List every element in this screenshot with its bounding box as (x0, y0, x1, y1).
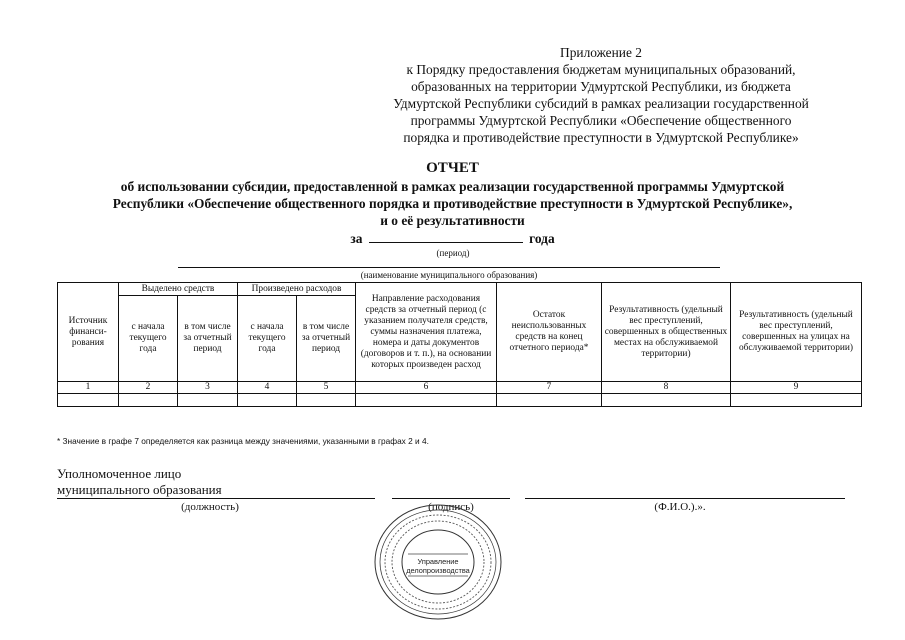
municipality-hint: (наименование муниципального образования) (360, 270, 538, 280)
position-hint: (должность) (181, 501, 239, 513)
report-subtitle-line: Республики «Обеспечение общественного порядка и противодействие преступности в Удмуртской Республике», (112, 196, 793, 211)
header-spent-from-start: с начала текущего года (238, 296, 297, 382)
empty-cell[interactable] (119, 394, 178, 407)
seal-center-text-2: делопроизводства (406, 566, 470, 575)
report-subtitle (40, 178, 865, 229)
header-spent-in-period: в том числе за отчетный период (297, 296, 356, 382)
header-result-public-places: Результативность (удельный вес преступлений, совершенных в общественных местах на обслуживаемой территории) (602, 283, 731, 382)
name-hint: (Ф.И.О.).». (654, 501, 706, 513)
period-blank-field[interactable] (369, 230, 523, 243)
header-direction: Направление расходования средств за отчетный период (с указанием получателя средств, суммы назначения платежа, номера и даты документов (договоров и т. п.), на основании которых произведен расход (356, 283, 497, 382)
empty-cell[interactable] (356, 394, 497, 407)
authorized-person-label: Уполномоченное лицо (57, 466, 182, 481)
appendix-line: Приложение 2 (560, 45, 642, 60)
appendix-header (340, 44, 862, 146)
header-source: Источник финанси-рования (58, 283, 119, 382)
report-subtitle-line: об использовании субсидии, предоставленной в рамках реализации государственной программы Удмуртской (120, 179, 785, 194)
period-prefix: за (350, 231, 363, 246)
header-allocated-from-start: с начала текущего года (119, 296, 178, 382)
column-number: 4 (238, 382, 297, 394)
report-title: ОТЧЕТ (426, 160, 479, 176)
column-number-row (58, 382, 862, 394)
header-group-allocated: Выделено средств (119, 283, 238, 296)
signature-blank-field[interactable] (392, 498, 510, 499)
appendix-line: программы Удмуртской Республики «Обеспечение общественного (410, 113, 792, 128)
appendix-line: образованных на территории Удмуртской Республики, из бюджета (411, 79, 791, 94)
period-row (0, 230, 905, 247)
column-number: 6 (356, 382, 497, 394)
empty-cell[interactable] (497, 394, 602, 407)
header-group-spent: Произведено расходов (238, 283, 356, 296)
municipality-blank-field[interactable] (178, 267, 720, 268)
authorized-person-label-2: муниципального образования (57, 482, 222, 497)
column-number: 1 (58, 382, 119, 394)
position-blank-field[interactable] (57, 498, 375, 499)
column-number: 9 (731, 382, 862, 394)
name-blank-field[interactable] (525, 498, 845, 499)
empty-cell[interactable] (178, 394, 238, 407)
footnote: * Значение в графе 7 определяется как разница между значениями, указанными в графах 2 и 4. (57, 436, 429, 446)
official-seal-stamp (372, 500, 504, 620)
period-hint: (период) (436, 248, 470, 258)
header-allocated-in-period: в том числе за отчетный период (178, 296, 238, 382)
header-result-streets: Результативность (удельный вес преступлений, совершенных на улицах на обслуживаемой территории) (731, 283, 862, 382)
report-table (57, 282, 862, 407)
column-number: 3 (178, 382, 238, 394)
empty-cell[interactable] (602, 394, 731, 407)
column-number: 7 (497, 382, 602, 394)
appendix-line: к Порядку предоставления бюджетам муниципальных образований, (406, 62, 796, 77)
empty-cell[interactable] (731, 394, 862, 407)
period-suffix: года (529, 231, 555, 246)
appendix-line: Удмуртской Республики субсидий в рамках реализации государственной (393, 96, 809, 111)
signature-hint: (подпись) (428, 501, 474, 513)
header-remainder: Остаток неиспользованных средств на конец отчетного периода* (497, 283, 602, 382)
report-subtitle-line: и о её результативности (380, 213, 525, 228)
empty-cell[interactable] (238, 394, 297, 407)
column-number: 2 (119, 382, 178, 394)
column-number: 5 (297, 382, 356, 394)
empty-cell[interactable] (58, 394, 119, 407)
appendix-line: порядка и противодействие преступности в Удмуртской Республике» (403, 130, 799, 145)
table-row (58, 394, 862, 407)
empty-cell[interactable] (297, 394, 356, 407)
seal-center-text-1: Управление (417, 557, 459, 566)
column-number: 8 (602, 382, 731, 394)
